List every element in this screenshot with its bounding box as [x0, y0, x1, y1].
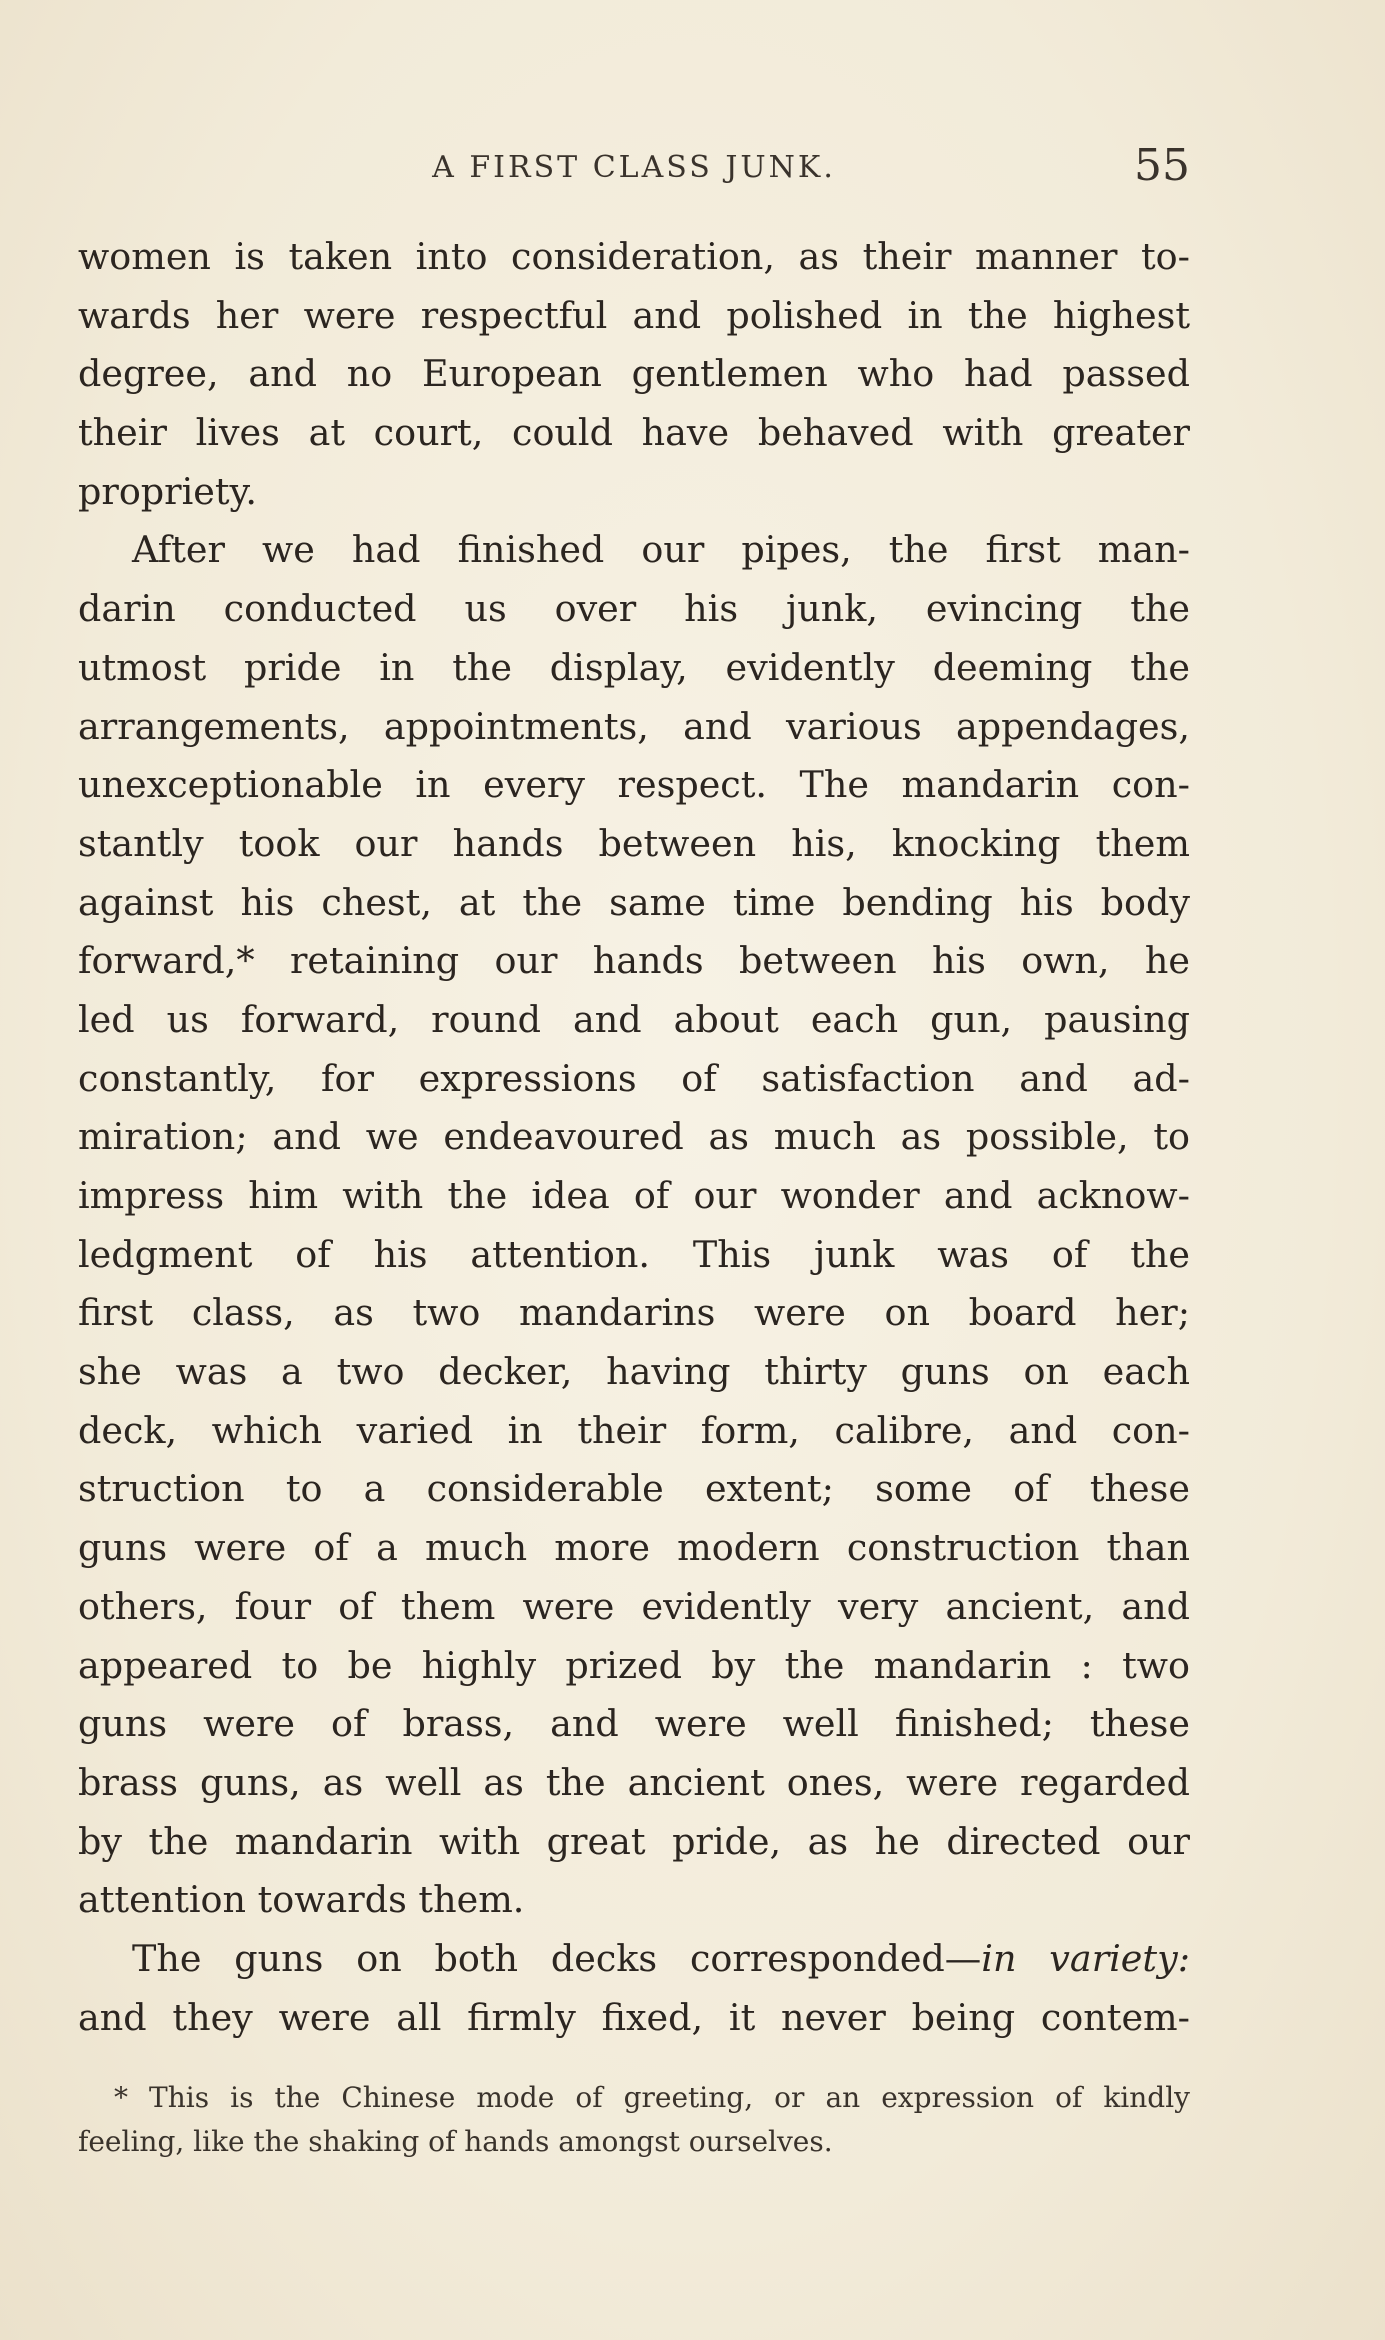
text-run: The guns on both decks corresponded— — [132, 1936, 982, 1980]
text-line: deck, which varied in their form, calibre, and con- — [78, 1408, 1190, 1452]
text-line: guns were of a much more modern construction than — [78, 1526, 1190, 1570]
text-line: led us forward, round and about each gun, pausing — [78, 997, 1190, 1041]
text-line: women is taken into consideration, as their manner to- — [78, 235, 1190, 278]
footnote-line: feeling, like the shaking of hands amongst ourselves. — [78, 2125, 833, 2158]
text-line: appeared to be highly prized by the mandarin : two — [78, 1643, 1190, 1687]
text-line: ledgment of his attention. This junk was of the — [78, 1232, 1190, 1276]
footnote-line: * This is the Chinese mode of greeting, or an expression of kindly — [114, 2081, 1190, 2114]
italic-text-run: in variety: — [981, 1936, 1190, 1980]
text-line: propriety. — [78, 469, 257, 513]
text-line: attention towards them. — [78, 1878, 525, 1922]
text-line: forward,* retaining our hands between his own, he — [78, 939, 1190, 983]
text-line: constantly, for expressions of satisfaction and ad- — [78, 1056, 1190, 1100]
body-text — [78, 228, 1190, 2047]
text-line: against his chest, at the same time bending his body — [78, 880, 1190, 924]
text-line: others, four of them were evidently very ancient, and — [78, 1584, 1190, 1628]
page-number: 55 — [1134, 140, 1190, 191]
text-line: wards her were respectful and polished in the highest — [78, 293, 1190, 337]
text-line: arrangements, appointments, and various appendages, — [78, 704, 1190, 748]
running-title: A FIRST CLASS JUNK. — [432, 150, 836, 185]
text-line: unexceptionable in every respect. The mandarin con- — [78, 763, 1190, 807]
text-line: brass guns, as well as the ancient ones, were regarded — [78, 1760, 1190, 1804]
text-line: miration; and we endeavoured as much as possible, to — [78, 1115, 1190, 1159]
text-line: she was a two decker, having thirty guns on each — [78, 1350, 1190, 1394]
text-line: After we had finished our pipes, the first man- — [132, 528, 1190, 572]
text-line: impress him with the idea of our wonder and acknow- — [78, 1174, 1190, 1217]
text-line: their lives at court, could have behaved with greater — [78, 411, 1190, 455]
text-line: darin conducted us over his junk, evincing the — [78, 587, 1190, 631]
text-line: first class, as two mandarins were on board her; — [78, 1291, 1190, 1335]
running-head — [78, 140, 1190, 200]
text-line: by the mandarin with great pride, as he directed our — [78, 1819, 1190, 1863]
text-line: and they were all firmly fixed, it never being contem- — [78, 1995, 1190, 2039]
text-line: guns were of brass, and were well finished; these — [78, 1702, 1190, 1746]
text-line: stantly took our hands between his, knocking them — [78, 821, 1190, 865]
text-line: utmost pride in the display, evidently deeming the — [78, 645, 1190, 689]
text-line — [78, 1930, 1190, 1989]
text-line: struction to a considerable extent; some of these — [78, 1467, 1190, 1511]
text-line: degree, and no European gentlemen who had passed — [78, 352, 1190, 396]
footnote — [78, 2076, 1190, 2164]
